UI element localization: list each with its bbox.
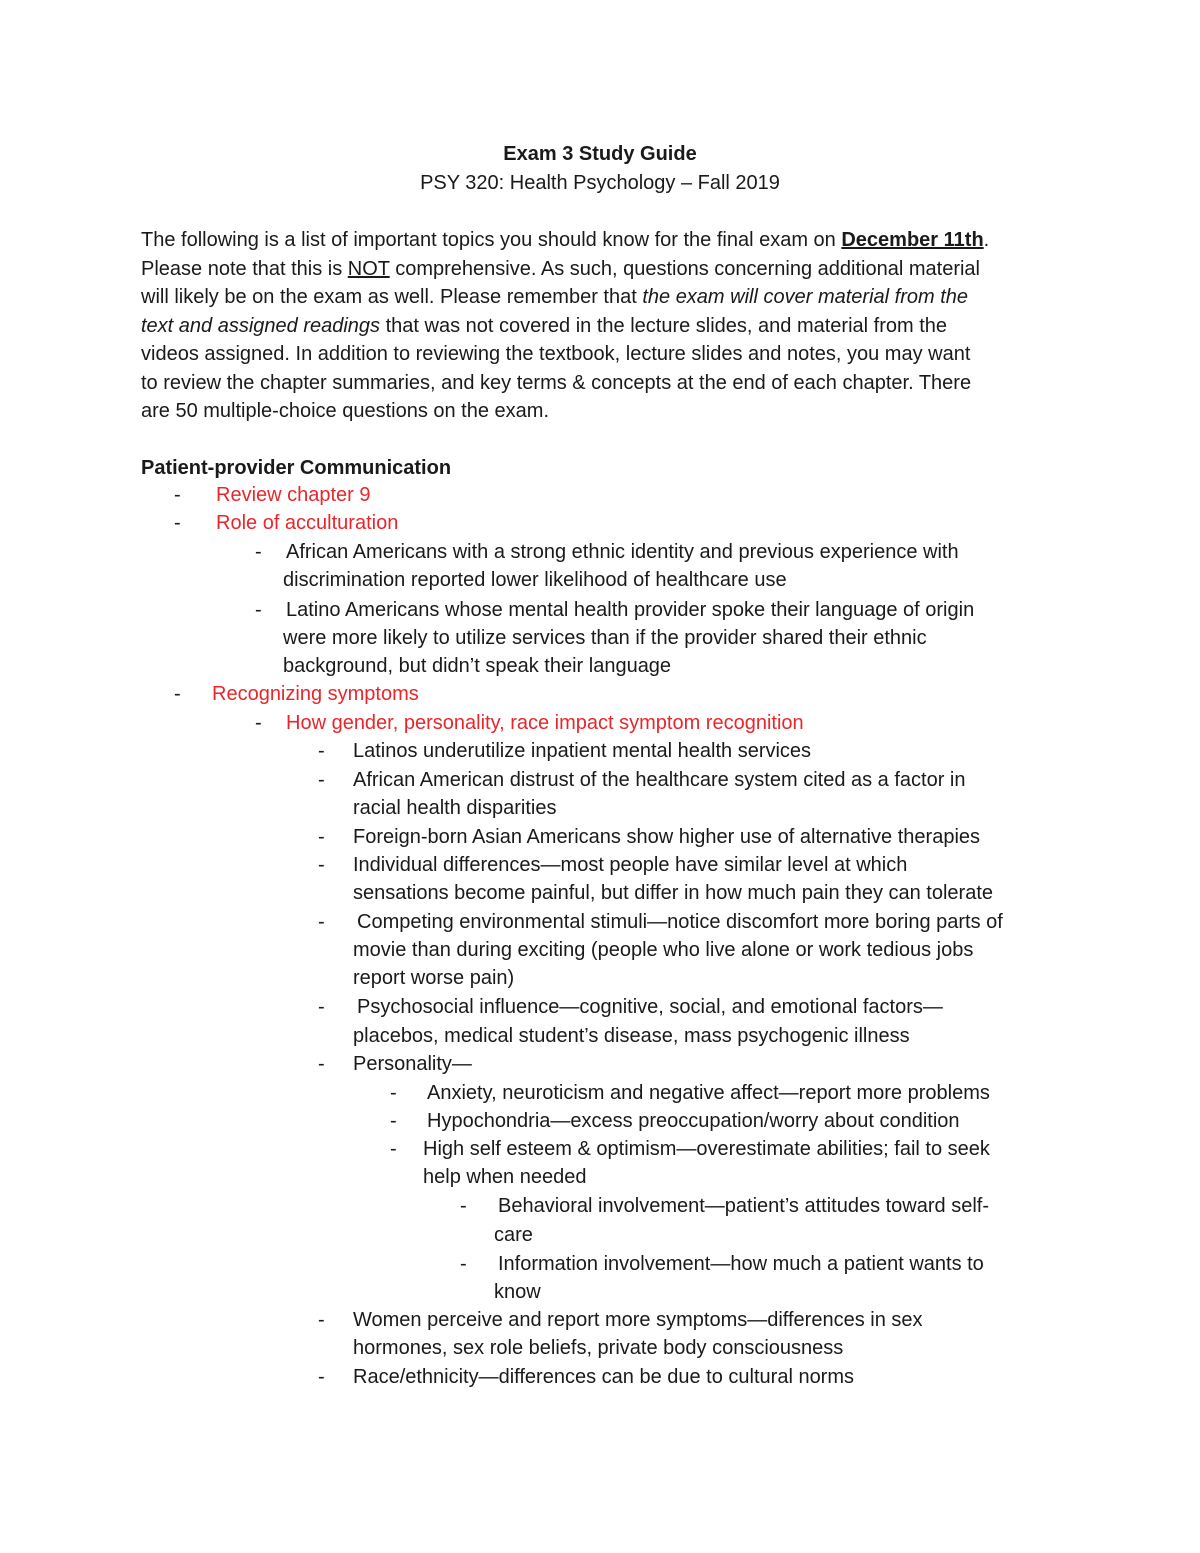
bullet-dash: -	[174, 512, 181, 534]
list-item: Role of acculturation	[216, 512, 399, 534]
section-heading: Patient-provider Communication	[141, 457, 452, 479]
bullet-dash: -	[318, 740, 325, 762]
list-item-continuation: care	[494, 1224, 533, 1246]
intro-text: The following is a list of important topics you should know for the final exam on	[141, 229, 842, 251]
list-item: Behavioral involvement—patient’s attitudes toward self-	[498, 1195, 989, 1217]
intro-text: will likely be on the exam as well. Please remember that	[141, 286, 643, 308]
intro-text: comprehensive. As such, questions concerning additional material	[389, 257, 980, 280]
list-item-continuation: help when needed	[423, 1166, 587, 1188]
list-item: Individual differences—most people have similar level at which	[353, 854, 908, 876]
intro-text: videos assigned. In addition to reviewing the textbook, lecture slides and notes, you may want	[141, 343, 971, 365]
list-item: High self esteem & optimism—overestimate abilities; fail to seek	[423, 1138, 990, 1160]
list-item: Women perceive and report more symptoms—differences in sex	[353, 1309, 923, 1331]
bullet-dash: -	[318, 769, 325, 791]
intro-text: are 50 multiple-choice questions on the exam.	[141, 400, 550, 422]
list-item: Psychosocial influence—cognitive, social, and emotional factors—	[357, 996, 943, 1018]
list-item-continuation: hormones, sex role beliefs, private body consciousness	[353, 1337, 844, 1359]
not-emphasis: NOT	[347, 257, 390, 280]
bullet-dash: -	[460, 1253, 467, 1275]
list-item: African American distrust of the healthcare system cited as a factor in	[353, 769, 966, 791]
exam-date: December 11th	[841, 229, 984, 251]
bullet-dash: -	[318, 1053, 325, 1075]
bullet-dash: -	[318, 826, 325, 848]
bullet-dash: -	[390, 1138, 397, 1160]
bullet-dash: -	[318, 854, 325, 876]
list-item: African Americans with a strong ethnic identity and previous experience with	[286, 541, 959, 563]
list-item-continuation: movie than during exciting (people who live alone or work tedious jobs	[353, 939, 974, 961]
list-item-continuation: placebos, medical student’s disease, mass psychogenic illness	[353, 1025, 910, 1047]
list-item-continuation: background, but didn’t speak their language	[283, 655, 672, 677]
document-subtitle: PSY 320: Health Psychology – Fall 2019	[420, 172, 780, 194]
list-item: Latino Americans whose mental health provider spoke their language of origin	[286, 599, 975, 621]
intro-italic: the exam will cover material from the	[642, 286, 968, 308]
list-item: Review chapter 9	[216, 484, 371, 506]
list-item-continuation: were more likely to utilize services than if the provider shared their ethnic	[283, 627, 927, 649]
list-item: Race/ethnicity—differences can be due to cultural norms	[353, 1366, 855, 1388]
list-item: Information involvement—how much a patient wants to	[498, 1253, 984, 1275]
intro-text: .	[983, 229, 990, 251]
bullet-dash: -	[390, 1082, 397, 1104]
list-item-continuation: know	[494, 1281, 541, 1303]
bullet-dash: -	[255, 599, 262, 621]
bullet-dash: -	[174, 484, 181, 506]
bullet-dash: -	[460, 1195, 467, 1217]
list-item-continuation: discrimination reported lower likelihood of healthcare use	[283, 569, 787, 591]
list-item-continuation: sensations become painful, but differ in how much pain they can tolerate	[353, 882, 994, 904]
list-item: Recognizing symptoms	[212, 683, 419, 705]
intro-text: that was not covered in the lecture slides, and material from the	[380, 314, 948, 337]
intro-paragraph	[141, 226, 1061, 426]
list-item: Personality—	[353, 1053, 472, 1075]
bullet-dash: -	[390, 1110, 397, 1132]
document-title: Exam 3 Study Guide	[503, 143, 697, 165]
bullet-dash: -	[318, 1366, 325, 1388]
bullet-dash: -	[174, 683, 181, 705]
list-item: How gender, personality, race impact symptom recognition	[286, 712, 804, 734]
bullet-dash: -	[255, 712, 262, 734]
bullet-dash: -	[318, 911, 325, 933]
intro-text: to review the chapter summaries, and key terms & concepts at the end of each chapter. There	[141, 371, 972, 394]
list-item: Foreign-born Asian Americans show higher use of alternative therapies	[353, 826, 981, 848]
bullet-dash: -	[255, 541, 262, 563]
list-item-continuation: racial health disparities	[353, 797, 557, 819]
list-item: Anxiety, neuroticism and negative affect—report more problems	[427, 1082, 990, 1104]
list-item-continuation: report worse pain)	[353, 967, 515, 989]
intro-italic: text and assigned readings	[141, 314, 381, 337]
bullet-dash: -	[318, 1309, 325, 1331]
bullet-dash: -	[318, 996, 325, 1018]
list-item: Competing environmental stimuli—notice discomfort more boring parts of	[357, 911, 1003, 933]
intro-text: Please note that this is	[141, 257, 348, 280]
list-item: Hypochondria—excess preoccupation/worry about condition	[427, 1110, 960, 1132]
list-item: Latinos underutilize inpatient mental health services	[353, 740, 812, 762]
